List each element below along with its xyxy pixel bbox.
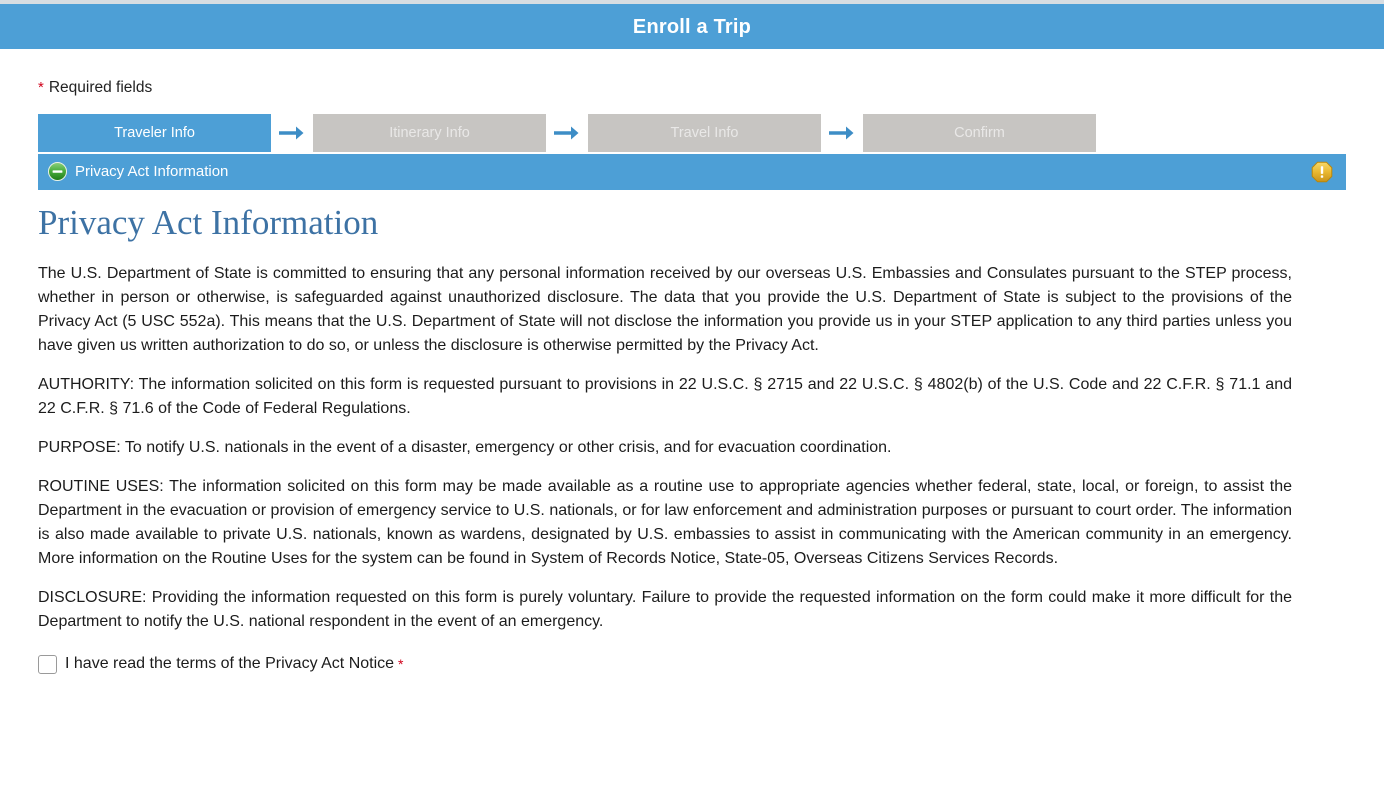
step-label: Traveler Info bbox=[114, 124, 195, 141]
privacy-consent-row bbox=[38, 655, 1346, 674]
step-traveler-info[interactable] bbox=[38, 114, 271, 152]
privacy-act-section-body bbox=[0, 202, 1384, 674]
required-asterisk: * bbox=[38, 79, 44, 96]
privacy-paragraph-intro: The U.S. Department of State is committed to ensuring that any personal information received by our overseas U.S. Embassies and Consulates pursuant to the STEP process, whether in person or otherwise, is safeguarded against unauthorized disclosure. The data that you provide the U.S. Department of State is subject to the provisions of the Privacy Act (5 USC 552a). This means that the U.S. Department of State will not disclose the information you provide us in your STEP application to any third parties unless you have given us written authorization to do so, or unless the disclosure is otherwise permitted by the Privacy Act. bbox=[38, 264, 1292, 354]
step-confirm[interactable] bbox=[863, 114, 1096, 152]
step-label: Itinerary Info bbox=[389, 124, 470, 141]
required-fields-note bbox=[38, 80, 1384, 96]
step-arrow-icon-3 bbox=[821, 124, 863, 142]
page-content bbox=[0, 80, 1384, 674]
step-arrow-icon-1 bbox=[271, 124, 313, 142]
required-fields-label: Required fields bbox=[48, 79, 153, 96]
wizard-steps bbox=[38, 114, 1384, 152]
section-bar-left bbox=[48, 162, 1310, 181]
section-bar-title: Privacy Act Information bbox=[75, 163, 229, 180]
step-arrow-icon-2 bbox=[546, 124, 588, 142]
step-label: Confirm bbox=[954, 124, 1005, 141]
privacy-consent-checkbox[interactable] bbox=[38, 655, 57, 674]
privacy-act-section-bar[interactable] bbox=[38, 154, 1346, 190]
step-travel-info[interactable] bbox=[588, 114, 821, 152]
page-title: Enroll a Trip bbox=[632, 15, 752, 38]
warning-octagon-icon[interactable] bbox=[1310, 160, 1334, 184]
privacy-paragraph-routine-uses: ROUTINE USES: The information solicited on this form may be made available as a routine use to appropriate agencies whether federal, state, local, or foreign, to assist the Department in the evacuation or provision of emergency service to U.S. nationals, or for law enforcement and administration purposes or pursuant to court order. The information is also made available to private U.S. nationals, known as wardens, designated by U.S. embassies to assist in communicating with the American community in an emergency. More information on the Routine Uses for the system can be found in System of Records Notice, State-05, Overseas Citizens Services Records. bbox=[38, 477, 1292, 567]
required-asterisk: * bbox=[398, 656, 404, 672]
privacy-paragraph-authority: AUTHORITY: The information solicited on this form is requested pursuant to provisions in 22 U.S.C. § 2715 and 22 U.S.C. § 4802(b) of the U.S. Code and 22 C.F.R. § 71.1 and 22 C.F.R. § 71.6 of the Code of Federal Regulations. bbox=[38, 375, 1292, 417]
minus-circle-icon[interactable] bbox=[48, 162, 67, 181]
step-label: Travel Info bbox=[670, 124, 739, 141]
step-itinerary-info[interactable] bbox=[313, 114, 546, 152]
privacy-consent-label bbox=[65, 656, 404, 672]
privacy-consent-text: I have read the terms of the Privacy Act Notice bbox=[65, 655, 395, 672]
privacy-paragraph-purpose: PURPOSE: To notify U.S. nationals in the event of a disaster, emergency or other crisis, and for evacuation coordination. bbox=[38, 438, 892, 456]
privacy-act-heading: Privacy Act Information bbox=[38, 202, 379, 242]
app-header bbox=[0, 4, 1384, 49]
privacy-paragraph-disclosure: DISCLOSURE: Providing the information requested on this form is purely voluntary. Failure to provide the requested information on the form could make it more difficult for the Department to notify the U.S. national respondent in the event of an emergency. bbox=[38, 588, 1292, 630]
